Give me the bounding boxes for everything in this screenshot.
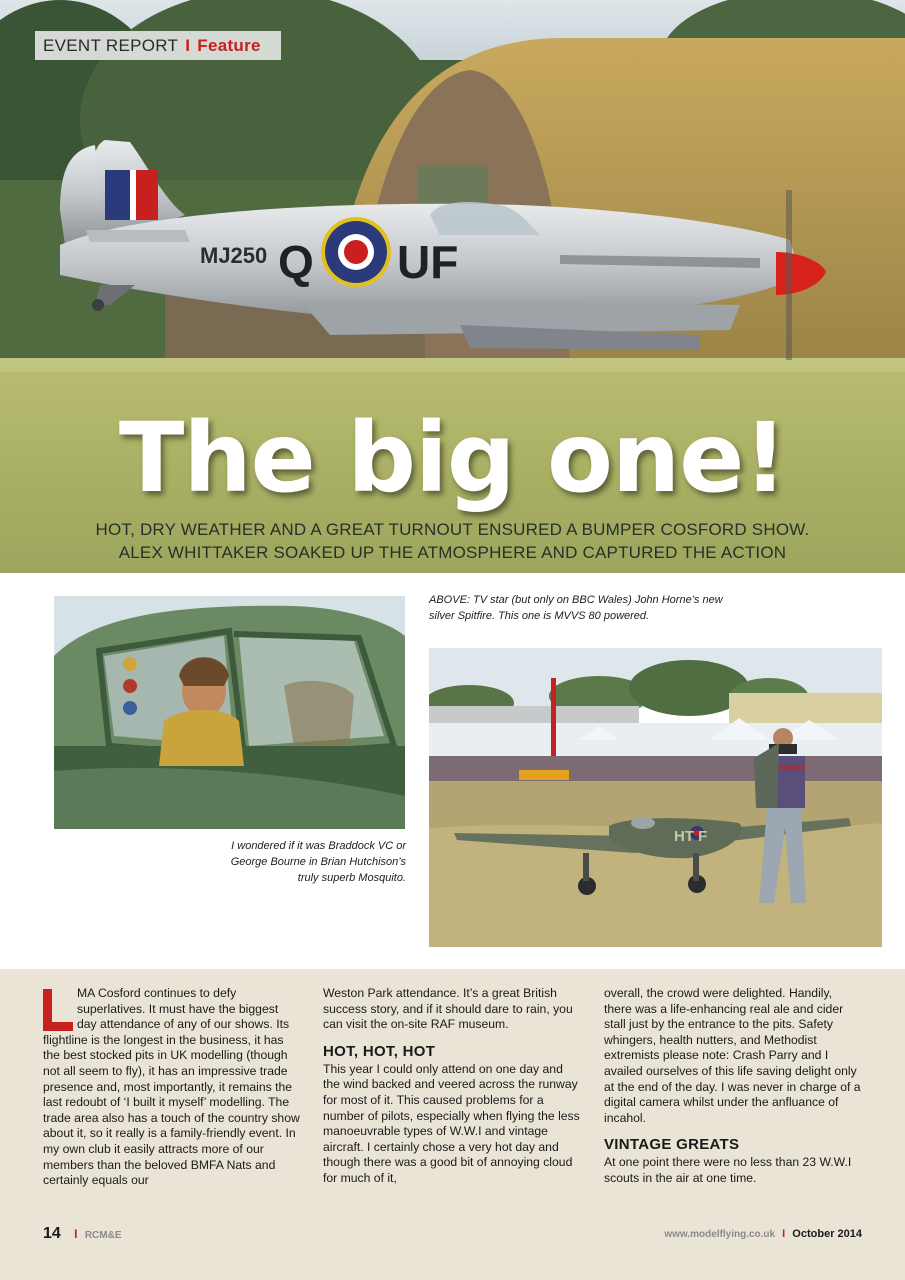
article-paragraph-2: Weston Park attendance. It’s a great British success story, and if it should dare to rain, you can visit the on-site RAF museum. xyxy=(323,986,573,1032)
drop-cap xyxy=(43,989,73,1031)
caption-cockpit-line-3: truly superb Mosquito. xyxy=(297,872,406,884)
article-paragraph-3: This year I could only attend on one day and the wind backed and veered across the runway for most of it. This caused problems for a number of pilots, especially when flying the less manoeuvrable types of W.W.I and vintage aircraft. I certainly chose a very hot day and though there was a good bit of annoying cloud for much of it, xyxy=(323,1061,580,1185)
issue-date: October 2014 xyxy=(792,1228,862,1240)
standfirst xyxy=(0,518,905,564)
footer-right xyxy=(664,1228,862,1240)
section-tag xyxy=(35,31,281,60)
aircraft-serial: MJ250 xyxy=(200,243,268,268)
aircraft-code-left: Q xyxy=(278,236,314,288)
subheading-vintage-greats: VINTAGE GREATS xyxy=(604,1136,740,1154)
feature-label: Feature xyxy=(197,35,261,55)
standfirst-line-1: HOT, DRY WEATHER AND A GREAT TURNOUT ENSURED A BUMPER COSFORD SHOW. xyxy=(95,520,810,539)
website-url[interactable]: www.modelflying.co.uk xyxy=(664,1229,776,1240)
caption-above-line-2: silver Spitfire. This one is MVVS 80 powered. xyxy=(429,610,650,622)
caption-above xyxy=(429,592,749,624)
standfirst-line-2: ALEX WHITTAKER SOAKED UP THE ATMOSPHERE AND CAPTURED THE ACTION xyxy=(118,543,787,562)
article-column-1 xyxy=(43,986,301,1189)
mosquito-cockpit-image xyxy=(54,596,405,829)
hero-photo xyxy=(0,0,905,573)
subheading-hot-hot-hot: HOT, HOT, HOT xyxy=(323,1042,436,1060)
article-column-3 xyxy=(604,986,862,1187)
magazine-name: RCM&E xyxy=(84,1230,122,1241)
caption-above-line-1: ABOVE: TV star (but only on BBC Wales) John Horne’s new xyxy=(429,594,723,606)
article-paragraph-1: MA Cosford continues to defy superlatives. It must have the biggest day attendance of any of our shows. Its flightline is the longest in the business, it has the best stocked pits in UK modelling (though not all seem to fly), it has an impressive trade presence and, most importantly, it remains the last redoubt of ‘I built it myself’ modelling. The trade area also has a touch of the country show about it, so it really is a family-friendly event. In my own club it easily attracts more of our members than the beloved BMFA Nats and certainly equals our xyxy=(43,986,300,1188)
page-title: The big one! xyxy=(118,402,787,514)
footer-left xyxy=(43,1225,122,1243)
aircraft-code-right: UF xyxy=(397,236,459,288)
section-separator: I xyxy=(185,35,191,55)
caption-cockpit-line-2: George Bourne in Brian Hutchison’s xyxy=(230,856,406,868)
article-column-2 xyxy=(323,986,581,1187)
caption-cockpit xyxy=(200,838,406,886)
field-photo xyxy=(429,648,882,947)
footer-separator-left: I xyxy=(74,1227,78,1241)
article-paragraph-4: overall, the crowd were delighted. Handily, there was a life-enhancing real ale and cider stall just by the entrance to the pits. Safety whingers, health nutters, and Methodist extremists please note: Crash Parry and I availed ourselves of this life saving delight only at the end of the day. I was never in charge of a digital camera whilst under the anfluance of incahol. xyxy=(604,986,861,1125)
page-number: 14 xyxy=(43,1225,61,1242)
footer-separator-right: I xyxy=(782,1228,786,1240)
cockpit-photo xyxy=(54,596,405,829)
caption-cockpit-line-1: I wondered if it was Braddock VC or xyxy=(231,840,406,852)
article-paragraph-5: At one point there were no less than 23 W.W.I scouts in the air at one time. xyxy=(604,1155,852,1185)
mosquito-field-image xyxy=(429,648,882,947)
field-aircraft-code: HT F xyxy=(674,828,708,845)
section-label: EVENT REPORT xyxy=(43,35,179,55)
